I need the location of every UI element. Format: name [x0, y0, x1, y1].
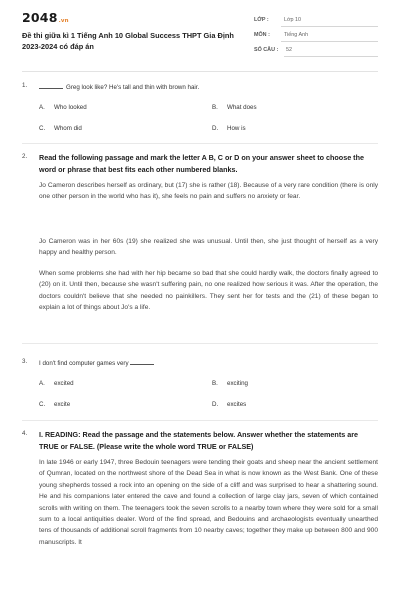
question-number: 4.	[22, 430, 28, 437]
passage-paragraph-2: Jo Cameron was in her 60s (19) she realized she was unusual. Until then, she just thought of herself as a very happy and healthy person.	[39, 238, 378, 257]
meta-subject-key: MÔN :	[254, 32, 270, 38]
option-b[interactable]: B. exciting	[212, 380, 248, 387]
page-header	[0, 0, 400, 70]
question-number: 2.	[22, 153, 28, 160]
logo-suffix: .vn	[58, 18, 69, 24]
meta-class-key: LỚP :	[254, 17, 269, 23]
meta-subject-value: Tiếng Anh	[284, 32, 309, 38]
option-c[interactable]: C. Whom did	[39, 125, 82, 132]
question-3	[22, 358, 378, 418]
question-4-instruction: I. READING: Read the passage and the statements below. Answer whether the statements are TRUE or FALSE. (Please write the whole word TRUE or FALSE)	[39, 430, 358, 451]
meta-count-row	[254, 44, 378, 57]
question-divider	[22, 143, 378, 144]
meta-subject-row	[254, 29, 378, 42]
question-2-instruction: Read the following passage and mark the letter A B, C or D on your answer sheet to choose the word or phrase that best fits each other numbered blanks.	[39, 153, 364, 174]
question-divider	[22, 420, 378, 421]
question-1	[22, 82, 378, 142]
option-c[interactable]: C. excite	[39, 401, 71, 408]
answer-blank	[130, 358, 154, 365]
passage-paragraph-3: When some problems she had with her hip became so bad that she could hardly walk, the doctors finally agreed to (20) on it. Until then, because she wasn't suffering pain, no one realized how serious it was. After the operation, the doctors couldn't believe that she needed no painkillers. They sent her for tests and the (21) of these began to explain a lot of things about Jo's a life.	[39, 270, 378, 312]
option-d[interactable]: D. How is	[212, 125, 246, 132]
question-number: 1.	[22, 82, 28, 89]
question-number: 3.	[22, 358, 28, 365]
meta-class-value: Lớp 10	[284, 17, 302, 23]
header-divider	[22, 71, 378, 72]
document-title: Đề thi giữa kì 1 Tiếng Anh 10 Global Success THPT Gia Định 2023-2024 có đáp án	[22, 31, 234, 51]
option-a[interactable]: A. excited	[39, 380, 74, 387]
logo-text: 2048	[22, 10, 58, 25]
meta-count-value: 52	[286, 47, 292, 53]
passage-paragraph-1: Jo Cameron describes herself as ordinary, but (17) she is rather (18). Because of a very rare condition (there is only one other person in the world who has it), she feels no pain and suffers no anxiety or fear.	[39, 182, 378, 201]
question-divider	[22, 343, 378, 344]
meta-count-key: SỐ CÂU :	[254, 47, 279, 53]
reading-passage: In late 1946 or early 1947, three Bedouin teenagers were tending their goats and sheep near the ancient settlement of Qumran, located on the northwest shore of the Dead Sea in what is now known as the West Bank. One of these young shepherds tossed a rock into an opening on the side of a cliff and was surprised to hear a shattering sound. He and his companions later entered the cave and found a collection of large clay jars, seven of which contained scrolls with writing on them. The teenagers took the seven scrolls to a nearby town where they were sold for a small sum to a local antiquities dealer. Word of the find spread, and Bedouins and archaeologists eventually unearthed tens of thousands of additional scroll fragments from 10 nearby caves; together they make up between 800 and 900 manuscripts. It	[39, 459, 378, 546]
option-d[interactable]: D. excites	[212, 401, 247, 408]
question-text: I don't find computer games very	[39, 358, 157, 367]
answer-blank	[39, 82, 63, 89]
option-b[interactable]: B. What does	[212, 104, 257, 111]
site-logo[interactable]	[22, 10, 69, 25]
question-text: Greg look like? He's tall and thin with brown hair.	[39, 82, 199, 91]
option-a[interactable]: A. Who looked	[39, 104, 87, 111]
meta-class-row	[254, 14, 378, 27]
